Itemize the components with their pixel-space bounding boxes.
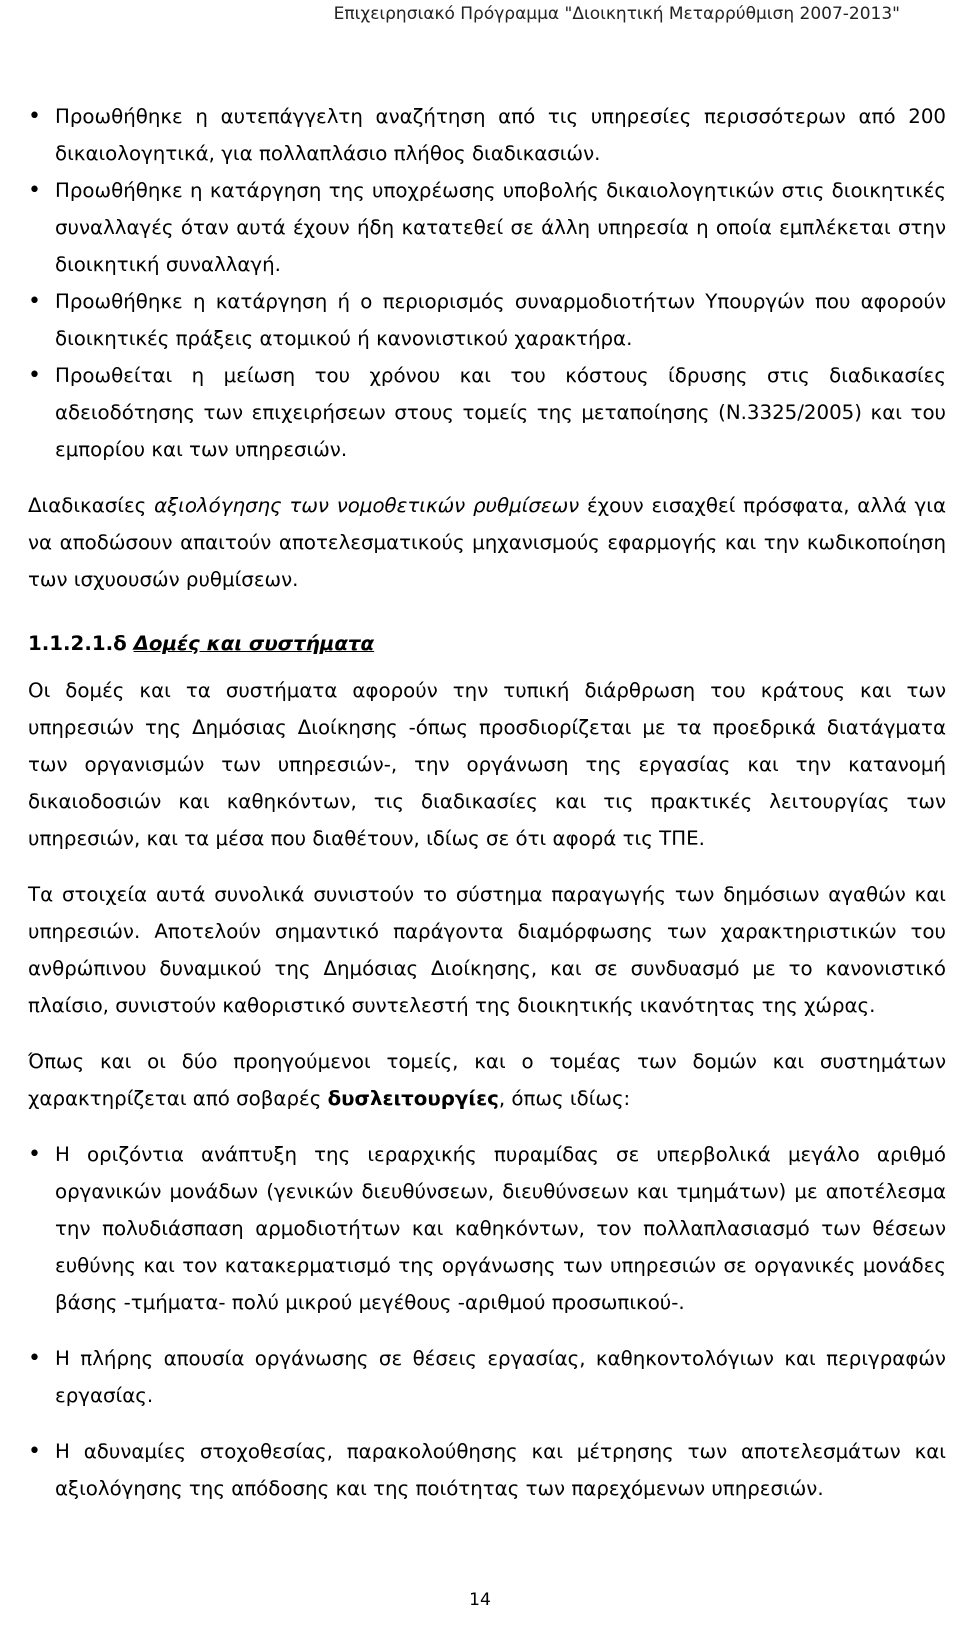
bullet-list-top [28,98,946,468]
document-body [28,98,946,1526]
bullet-list-bottom [28,1136,946,1507]
paragraph: Τα στοιχεία αυτά συνολικά συνιστούν το σύστημα παραγωγής των δημόσιων αγαθών και υπηρεσιών. Αποτελούν σημαντικό παράγοντα διαμόρφωσης των χαρακτηριστικών του ανθρώπινου δυναμικού της Δημόσιας Διοίκησης, και σε συνδυασμό με το κανονιστικό πλαίσιο, συνιστούν καθοριστικό συντελεστή της διοικητικής ικανότητας της χώρας. [28,883,946,1017]
page-number: 14 [469,1590,491,1610]
list-item: • Προωθήθηκε η αυτεπάγγελτη αναζήτηση από τις υπηρεσίες περισσότερων από 200 δικαιολογητικά, για πολλαπλάσιο πλήθος διαδικασιών. [28,98,946,172]
bold-text: δυσλειτουργίες [327,1087,499,1110]
list-item: • Η αδυναμίες στοχοθεσίας, παρακολούθησης και μέτρησης των αποτελεσμάτων και αξιολόγησης της απόδοσης και της ποιότητας των παρεχόμενων υπηρεσιών. [28,1433,946,1507]
paragraph-evaluation [28,487,946,598]
list-item: • Η οριζόντια ανάπτυξη της ιεραρχικής πυραμίδας σε υπερβολικά μεγάλο αριθμό οργανικών μονάδων (γενικών διευθύνσεων, διευθύνσεων και τμημάτων) με αποτέλεσμα την πολυδιάσπαση αρμοδιοτήτων και καθηκόντων, τον πολλαπλασιασμό των θέσεων ευθύνης και τον κατακερματισμό της οργάνωσης των υπηρεσιών σε οργανικές μονάδες βάσης -τμήματα- πολύ μικρού μεγέθους -αριθμού προσωπικού-. [28,1136,946,1321]
text-run: , όπως ιδίως: [498,1087,631,1110]
page-header: Επιχειρησιακό Πρόγραμμα "Διοικητική Μεταρρύθμιση 2007-2013" [333,4,900,24]
list-item: • Προωθήθηκε η κατάργηση της υποχρέωσης υποβολής δικαιολογητικών στις διοικητικές συναλλαγές όταν αυτά έχουν ήδη κατατεθεί σε άλλη υπηρεσία η οποία εμπλέκεται στην διοικητική συναλλαγή. [28,172,946,283]
list-item: • Προωθείται η μείωση του χρόνου και του κόστους ίδρυσης στις διαδικασίες αδειοδότησης των επιχειρήσεων στους τομείς της μεταποίησης (Ν.3325/2005) και του εμπορίου και των υπηρεσιών. [28,357,946,468]
list-item: • Η πλήρης απουσία οργάνωσης σε θέσεις εργασίας, καθηκοντολόγιων και περιγραφών εργασίας. [28,1340,946,1414]
paragraph [28,1043,946,1117]
section-number: 1.1.2.1.δ [28,632,134,655]
text-run: έχουν εισαχθεί πρόσφατα, αλλά για να αποδώσουν απαιτούν αποτελεσματικούς μηχανισμούς εφαρμογής και την κωδικοποίηση των ισχυουσών ρυθμίσεων. [28,494,946,591]
list-item: • Προωθήθηκε η κατάργηση ή ο περιορισμός συναρμοδιοτήτων Υπουργών που αφορούν διοικητικές πράξεις ατομικού ή κανονιστικού χαρακτήρα. [28,283,946,357]
italic-text: αξιολόγησης των νομοθετικών ρυθμίσεων [154,494,580,517]
paragraph: Οι δομές και τα συστήματα αφορούν την τυπική διάρθρωση του κράτους και των υπηρεσιών της Δημόσιας Διοίκησης -όπως προσδιορίζεται με τα προεδρικά διατάγματα των οργανισμών των υπηρεσιών-, την οργάνωση της εργασίας και την κατανομή δικαιοδοσιών και καθηκόντων, τις διαδικασίες και τις πρακτικές λειτουργίας των υπηρεσιών, και τα μέσα που διαθέτουν, ιδίως σε ότι αφορά τις ΤΠΕ. [28,679,946,850]
section-title: Δομές και συστήματα [133,632,375,655]
text-run: Όπως και οι δύο προηγούμενοι τομείς, και ο τομέας των δομών και συστημάτων χαρακτηρίζεται από σοβαρές [28,1050,946,1110]
text-run: Διαδικασίες [28,494,155,517]
section-heading [28,625,946,662]
